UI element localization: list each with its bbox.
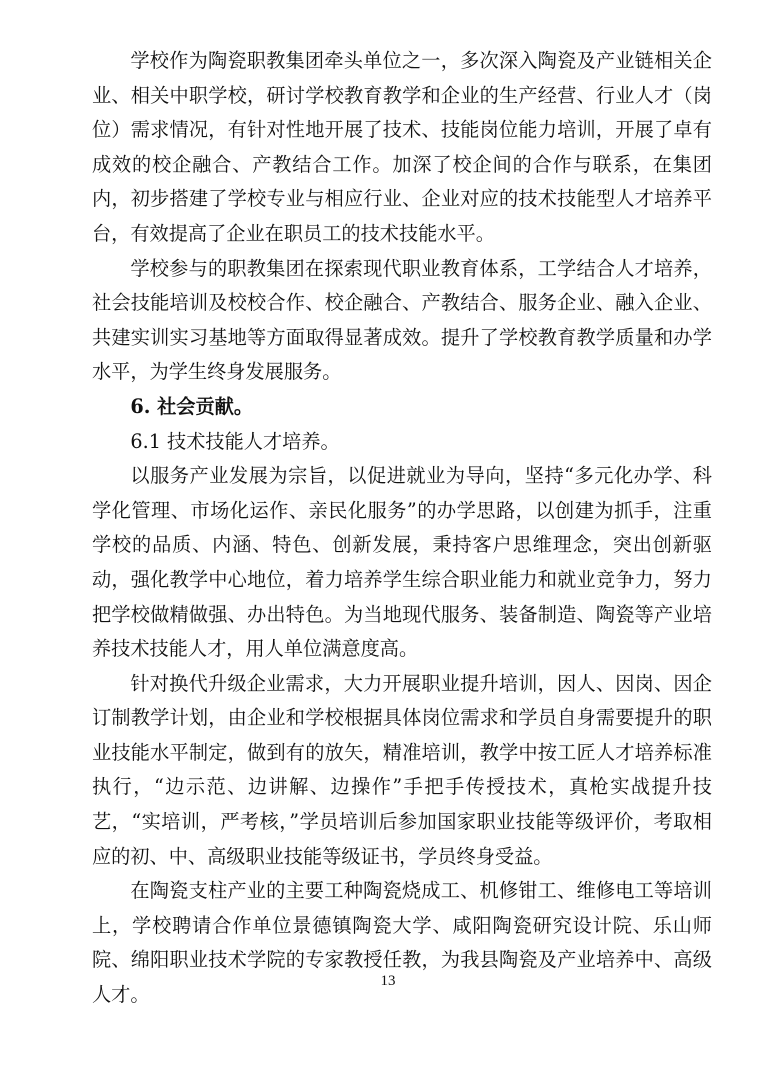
section-heading-social-contribution: 6. 社会贡献。 bbox=[130, 394, 254, 418]
paragraph-skills-training: 针对换代升级企业需求，大力开展职业提升培训，因人、因岗、因企订制教学计划，由企业和学校根据具体岗位需求和学员自身需要提升的职业技能水平制定，做到有的放矢，精准培训，教学中按工匠人才培养标准执行，“边示范、边讲解、边操作”手把手传授技术，真枪实战提升技艺，“实培训，严考核，”学员培训后参加国家职业技能等级评价，考取相应的初、中、高级职业技能等级证书，学员终身受益。 bbox=[92, 671, 712, 868]
subsection-heading-talent-training: 6.1 技术技能人才培养。 bbox=[130, 429, 340, 453]
page-number: 13 bbox=[380, 973, 396, 989]
paragraph-ceramics-experts: 在陶瓷支柱产业的主要工种陶瓷烧成工、机修钳工、维修电工等培训上，学校聘请合作单位景德镇陶瓷大学、咸阳陶瓷研究设计院、乐山师院、绵阳职业技术学院的专家教授任教，为我县陶瓷及产业培养中、高级人才。 bbox=[92, 879, 712, 1007]
paragraph-group-achievements: 学校参与的职教集团在探索现代职业教育体系，工学结合人才培养，社会技能培训及校校合作、校企融合、产教结合、服务企业、融入企业、共建实训实习基地等方面取得显著成效。提升了学校教育教学质量和办学水平，为学生终身发展服务。 bbox=[92, 256, 712, 384]
document-page bbox=[92, 44, 712, 1013]
paragraph-service-philosophy: 以服务产业发展为宗旨，以促进就业为导向，坚持“多元化办学、科学化管理、市场化运作、亲民化服务”的办学思路，以创建为抓手，注重学校的品质、内涵、特色、创新发展，秉持客户思维理念，突出创新驱动，强化教学中心地位，着力培养学生综合职业能力和就业竞争力，努力把学校做精做强、办出特色。为当地现代服务、装备制造、陶瓷等产业培养技术技能人才，用人单位满意度高。 bbox=[92, 464, 712, 661]
paragraph-vocational-group: 学校作为陶瓷职教集团牵头单位之一，多次深入陶瓷及产业链相关企业、相关中职学校，研讨学校教育教学和企业的生产经营、行业人才（岗位）需求情况，有针对性地开展了技术、技能岗位能力培训，开展了卓有成效的校企融合、产教结合工作。加深了校企间的合作与联系，在集团内，初步搭建了学校专业与相应行业、企业对应的技术技能型人才培养平台，有效提高了企业在职员工的技术技能水平。 bbox=[92, 49, 712, 245]
